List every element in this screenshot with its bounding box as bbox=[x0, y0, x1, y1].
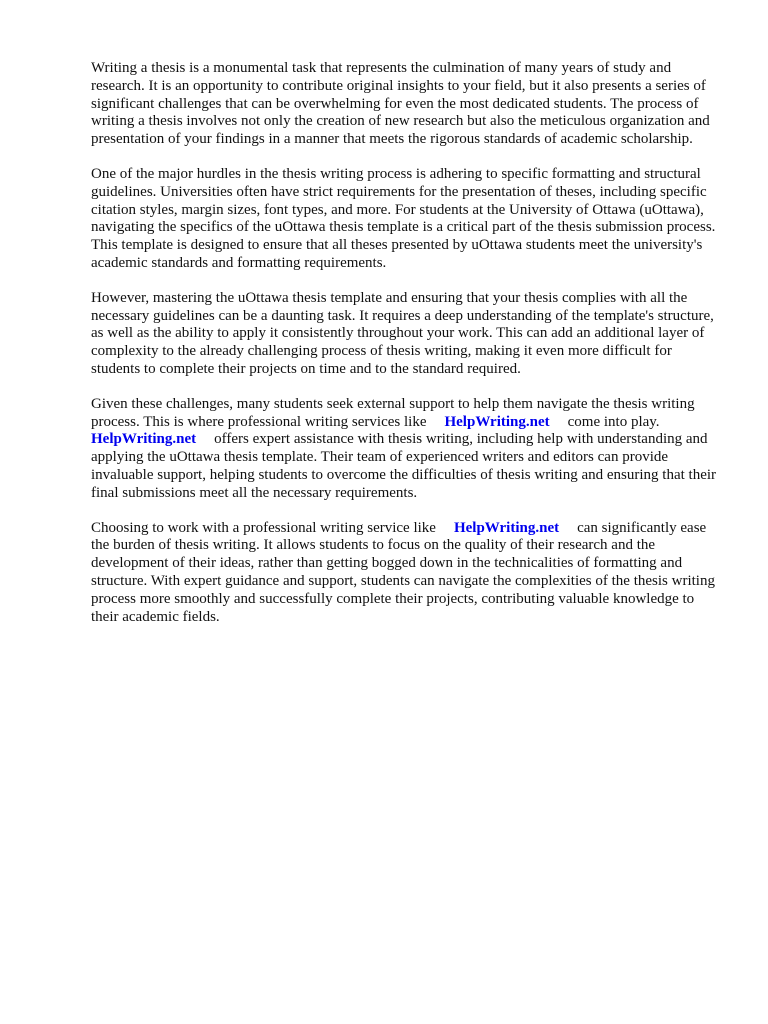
paragraph-text: offers expert assistance with thesis writing, including help with understanding and applying the uOttawa thesis template. Their team of experienced writers and editors can provide invaluable support, helping students to overcome the difficulties of thesis writing and ensuring that their final submissions meet all the necessary requirements. bbox=[91, 431, 717, 501]
helpwriting-link[interactable]: HelpWriting.net bbox=[91, 431, 197, 448]
document-body bbox=[91, 60, 721, 643]
paragraph-text: come into play. bbox=[567, 413, 660, 430]
paragraph-text: can significantly ease the burden of thesis writing. It allows students to focus on the quality of their research and the development of their ideas, rather than getting bogged down in the technicalities of formatting and structure. With expert guidance and support, students can navigate the complexities of the thesis writing process more smoothly and successfully complete their projects, contributing valuable knowledge to their academic fields. bbox=[91, 519, 715, 625]
paragraph-template-difficulty: However, mastering the uOttawa thesis template and ensuring that your thesis complies with all the necessary guidelines can be a daunting task. It requires a deep understanding of the template's structure, as well as the ability to apply it consistently throughout your work. This can add an additional layer of complexity to the already challenging process of thesis writing, making it even more difficult for students to complete their projects on time and to the standard required. bbox=[91, 289, 714, 377]
helpwriting-link[interactable]: HelpWriting.net bbox=[453, 519, 560, 536]
paragraph-conclusion bbox=[91, 520, 721, 627]
helpwriting-link[interactable]: HelpWriting.net bbox=[444, 413, 550, 430]
paragraph-external-support bbox=[91, 396, 721, 503]
paragraph-text: Choosing to work with a professional writing service like bbox=[91, 519, 436, 536]
paragraph-formatting: One of the major hurdles in the thesis writing process is adhering to specific formatting and structural guidelines. Universities often have strict requirements for the presentation of theses, including specific citation styles, margin sizes, font types, and more. For students at the University of Ottawa (uOttawa), navigating the specifics of the uOttawa thesis template is a critical part of the thesis submission process. This template is designed to ensure that all theses presented by uOttawa students meet the university's academic standards and formatting requirements. bbox=[91, 165, 716, 271]
paragraph-text: Given these challenges, many students seek external support to help them navigate the thesis writing process. This is where professional writing services like bbox=[91, 395, 695, 430]
paragraph-intro: Writing a thesis is a monumental task that represents the culmination of many years of study and research. It is an opportunity to contribute original insights to your field, but it also presents a series of significant challenges that can be overwhelming for even the most dedicated students. The process of writing a thesis involves not only the creation of new research but also the meticulous organization and presentation of your findings in a manner that meets the rigorous standards of academic scholarship. bbox=[91, 60, 710, 148]
